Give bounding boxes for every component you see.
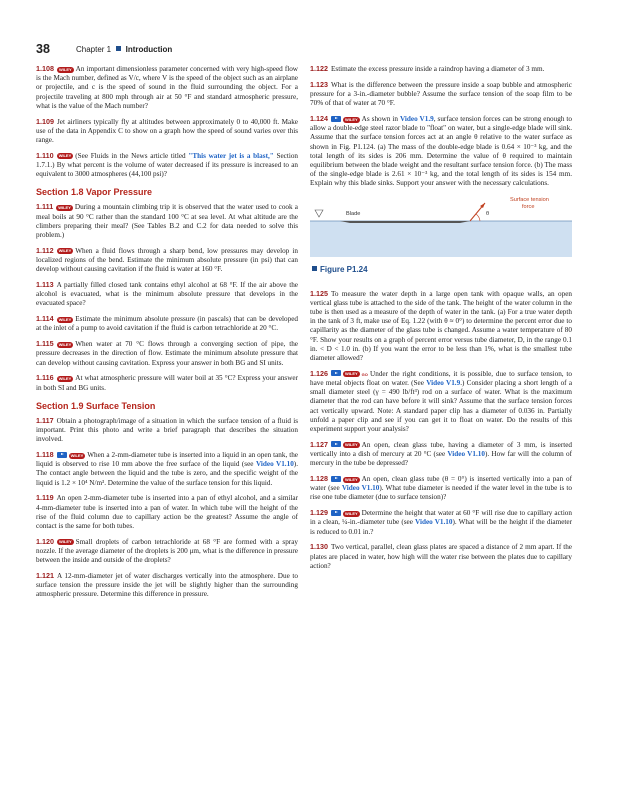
problem-1-113 xyxy=(36,280,298,309)
video-icon[interactable] xyxy=(331,116,341,122)
go-icon: GO xyxy=(361,371,371,377)
angle-arc xyxy=(476,214,480,221)
problem-1-128 xyxy=(310,474,572,503)
problem-number: 1.127 xyxy=(310,439,328,449)
problem-text: ). How far will the column of mercury in the tube be depressed? xyxy=(310,450,572,468)
problem-text: What is the difference between the pressure inside a soap bubble and atmospheric pressure for a 3-in.-diameter bubble? Assume the surface tension of the soap film to be 70% of that of water at 70 °F. xyxy=(310,80,572,108)
problem-number: 1.125 xyxy=(310,288,328,298)
wiley-icon: WILEY xyxy=(70,452,84,458)
video-icon[interactable] xyxy=(331,476,341,482)
problem-number: 1.129 xyxy=(310,508,328,518)
right-column xyxy=(310,64,572,577)
problem-text: An open, clean glass tube, having a diameter of 3 mm, is inserted vertically into a dish of mercury at 20 °C (see xyxy=(310,440,572,459)
surface-tension-label: Surface tension xyxy=(510,196,549,203)
problem-text: ). The contact angle between the liquid and the tube is zero, and the specific weight of the liquid is 1.2 × 10⁴ N/m³. Determine the value of the surface tension for this liquid. xyxy=(36,460,298,487)
problem-number: 1.113 xyxy=(36,280,54,290)
page-header xyxy=(36,42,596,58)
figure-caption-text: Figure P1.24 xyxy=(320,264,368,274)
problem-number: 1.109 xyxy=(36,116,54,126)
problem-text: A 12-mm-diameter jet of water discharges vertically into the atmosphere. Due to surface tension the pressure inside the jet will be slightly higher than the surrounding atmospheric pressure. Determine this difference in pressure. xyxy=(36,572,298,599)
problem-number: 1.112 xyxy=(36,245,54,255)
video-link[interactable]: Video V1.10 xyxy=(447,450,485,459)
surface-marker-icon xyxy=(315,210,323,217)
problem-text: Under the right conditions, it is possible, due to surface tension, to have metal objects float on water. (See xyxy=(310,369,572,388)
blade-label: Blade xyxy=(346,210,361,217)
wiley-icon: WILEY xyxy=(58,153,72,159)
problem-text: Small droplets of carbon tetrachloride at 68 °F are formed with a spray nozzle. If the average diameter of the droplets is 200 μm, what is the difference in pressure between the inside and outside of the droplets? xyxy=(36,537,298,565)
figure-p1-24 xyxy=(310,195,572,283)
problem-1-127 xyxy=(310,440,572,469)
section-heading: Section 1.9 Surface Tension xyxy=(36,400,156,411)
problem-number: 1.119 xyxy=(36,493,54,503)
problem-1-116 xyxy=(36,373,298,392)
problem-text: Two vertical, parallel, clean glass plates are spaced a distance of 2 mm apart. If the plates are placed in water, how high will the water rise between the plates due to capillary action? xyxy=(310,543,572,570)
wiley-icon: WILEY xyxy=(58,341,72,347)
video-icon[interactable] xyxy=(331,510,341,516)
figure-caption xyxy=(312,265,368,274)
problem-text: An open 2-mm-diameter tube is inserted into a pan of ethyl alcohol, and a similar 4-mm-diameter tube is inserted into a pan of water. In which tube will the height of the rise of the fluid column due to capillary action be the greatest? Assume the angle of contact is the same for both tubes. xyxy=(36,494,298,531)
problem-number: 1.117 xyxy=(36,415,54,425)
problem-1-120 xyxy=(36,537,298,566)
wiley-icon: WILEY xyxy=(58,316,72,322)
problem-text: When a fluid flows through a sharp bend, low pressures may develop in localized regions of the bend. Estimate the minimum absolute pressure (in psi) that can develop without causing cavitation if the fluid is water at 160 °F. xyxy=(36,246,298,274)
water-region xyxy=(310,221,572,257)
video-link[interactable]: Video V1.10 xyxy=(415,518,453,527)
problem-number: 1.126 xyxy=(310,368,328,378)
problem-text: An important dimensionless parameter concerned with very high-speed flow is the Mach number, defined as V/c, where V is the speed of the object such as an airplane or projectile, and c is the speed of sound in the fluid surrounding the object. For a projectile traveling at 800 mph through air at 50 °F and standard atmospheric pressure, what is the value of the Mach number? xyxy=(36,65,298,110)
video-icon[interactable] xyxy=(57,452,67,458)
video-link[interactable]: Video V1.10 xyxy=(255,460,294,469)
problem-number: 1.116 xyxy=(36,373,54,383)
problem-1-129 xyxy=(310,508,572,537)
problem-number: 1.110 xyxy=(36,150,54,160)
problem-1-108 xyxy=(36,64,298,111)
problem-text: Jet airliners typically fly at altitudes between approximately 0 to 40,000 ft. Make use of the data in Appendix C to show on a graph how the speed of sound varies over this range. xyxy=(36,117,298,145)
problem-number: 1.123 xyxy=(310,79,328,89)
problem-1-124 xyxy=(310,114,572,189)
problem-text: When water at 70 °C flows through a converging section of pipe, the pressure decreases in the direction of flow. Estimate the minimum absolute pressure that can develop without causing cavitation. Express your answer in both BG and SI units. xyxy=(36,340,298,367)
problem-text: An open, clean glass tube (θ = 0°) is inserted vertically into a pan of water (see xyxy=(310,475,572,493)
problem-1-110 xyxy=(36,151,298,180)
problem-text: ). What will be the height if the diameter is reduced to 0.01 in.? xyxy=(310,518,572,536)
problem-text: Estimate the minimum absolute pressure (in pascals) that can be developed at the inlet of a pump to avoid cavitation if the fluid is carbon tetrachloride at 20 °C. xyxy=(36,315,298,333)
problem-text: As shown in xyxy=(361,115,400,123)
problem-text: .) Consider placing a short length of a small diameter steel (γ = 490 lb/ft³) rod on a surface of water. What is the maximum diameter that the rod can have before it will sink? Assume that the surface tension forces act vertically upward. Note: A standard paper clip has a diameter of 0.036 in. Partially unfold a paper clip and see if you can get it to float on water. Do the results of this experiment support your analysis? xyxy=(310,379,573,434)
razor-blade xyxy=(340,221,470,223)
problem-1-130 xyxy=(310,542,572,571)
running-head xyxy=(76,45,172,54)
problem-text: Determine the height that water at 60 °F will rise due to capillary action in a clean, ¼-in.-diameter tube (see xyxy=(310,509,572,527)
problem-number: 1.120 xyxy=(36,536,54,546)
problem-text: Obtain a photograph/image of a situation in which the surface tension of a fluid is important. Print this photo and write a brief paragraph that describes the situation involved. xyxy=(36,416,298,444)
theta-label: θ xyxy=(486,210,490,217)
problem-1-112 xyxy=(36,246,298,275)
problem-number: 1.118 xyxy=(36,450,54,460)
wiley-icon: WILEY xyxy=(345,442,358,448)
problem-1-118 xyxy=(36,450,298,488)
problem-1-111 xyxy=(36,202,298,240)
problem-text: To measure the water depth in a large open tank with opaque walls, an open vertical glass tube is attached to the side of the tank. The height of the water column in the tube is then used as a measure of the depth of water in the tank. (a) For a true water depth in the tank of 3 ft, make use of Eq. 1.22 (with θ ≈ 0°) to determine the percent error due to capillarity as the diameter of the glass tube is changed. Assume a water temperature of 80 °F. Show your results on a graph of percent error versus tube diameter, D, in the range 0.1 in. < D < 1.0 in. (b) If you want the error to be less than 1%, what is the smallest tube diameter allowed? xyxy=(310,289,572,363)
problem-text: At what atmospheric pressure will water boil at 35 °C? Express your answer in both SI and BG units. xyxy=(36,374,298,392)
problem-number: 1.111 xyxy=(36,202,54,212)
video-icon[interactable] xyxy=(331,441,341,447)
problem-1-123 xyxy=(310,80,572,109)
problem-1-125 xyxy=(310,289,572,364)
problem-1-114 xyxy=(36,314,298,333)
square-bullet-icon xyxy=(116,46,121,51)
wiley-icon: WILEY xyxy=(58,204,71,210)
problem-text: Estimate the excess pressure inside a raindrop having a diameter of 3 mm. xyxy=(331,65,545,73)
wiley-icon: WILEY xyxy=(58,248,72,254)
surface-tension-label-2: force xyxy=(522,203,535,210)
video-link[interactable]: Video V1.10 xyxy=(341,484,380,493)
problem-text: ). What tube diameter is needed if the water level in the tube is to rise one tube diameter (due to surface tension)? xyxy=(310,484,572,502)
arrowhead-icon xyxy=(480,203,485,208)
wiley-icon: WILEY xyxy=(345,371,358,377)
wiley-icon: WILEY xyxy=(59,66,72,72)
problem-number: 1.114 xyxy=(36,314,54,324)
wiley-icon: WILEY xyxy=(345,476,358,482)
left-column xyxy=(36,64,298,605)
wiley-icon: WILEY xyxy=(345,510,358,516)
problem-number: 1.122 xyxy=(310,64,328,73)
problem-number: 1.108 xyxy=(36,64,54,73)
problem-text: , surface tension forces can be strong enough to allow a double-edge steel razor blade to "float" on water, but a single-edge blade will sink. Assume that the surface tension forces act at an angle θ relative to the water surface as shown in Fig. P1.124. (a) The mass of the double-edge blade is 0.64 × 10⁻³ kg, and the total length of its sides is 206 mm. Determine the value of θ required to maintain equilibrium between the blade weight and the resultant surface tension force. (b) The mass of the single-edge blade is 2.61 × 10⁻³ kg, and the total length of its sides is 154 mm. Explain why this blade sinks. Support your answer with the necessary calculations. xyxy=(310,115,573,188)
problem-number: 1.121 xyxy=(36,571,54,581)
problem-1-117 xyxy=(36,416,298,445)
problem-text: During a mountain climbing trip it is observed that the water used to cook a meal boils at 90 °C rather than the standard 100 °C at sea level. At what altitude are the climbers preparing their meal? (See Tables B.2 and C.2 for data needed to solve this problem.) xyxy=(36,203,298,240)
article-reference: "This water jet is a blast," xyxy=(188,151,274,160)
problem-text: Section 1.7.1.) By what percent is the volume of water decreased if its pressure is increased to an equivalent to 3000 atmospheres (44,100 psi)? xyxy=(36,151,299,179)
problem-number: 1.128 xyxy=(310,474,328,484)
video-link[interactable]: Video V1.9 xyxy=(400,115,434,123)
problem-1-122 xyxy=(310,64,572,74)
video-icon[interactable] xyxy=(331,370,341,376)
problem-text: A partially filled closed tank contains ethyl alcohol at 68 °F. If the air above the alcohol is evacuated, what is the minimum absolute pressure that develops in the evacuated space? xyxy=(36,281,298,308)
problem-text: (See Fluids in the News article titled xyxy=(75,151,189,160)
problem-text: When a 2-mm-diameter tube is inserted into a liquid in an open tank, the liquid is observed to rise 10 mm above the free surface of the liquid (see xyxy=(36,451,298,469)
problem-number: 1.124 xyxy=(310,114,328,123)
problem-1-115 xyxy=(36,339,298,368)
problem-1-119 xyxy=(36,493,298,531)
wiley-icon: WILEY xyxy=(58,375,72,381)
right-column-top xyxy=(310,64,572,189)
problem-1-126 xyxy=(310,369,572,434)
video-link[interactable]: Video V1.9 xyxy=(426,379,461,388)
problem-number: 1.130 xyxy=(310,542,328,552)
right-column-bottom xyxy=(310,289,572,571)
square-bullet-icon xyxy=(312,266,317,271)
chapter-label: Chapter 1 xyxy=(76,45,112,54)
page-number: 38 xyxy=(36,42,50,56)
wiley-icon: WILEY xyxy=(59,539,72,545)
problem-1-121 xyxy=(36,571,298,600)
problem-1-109 xyxy=(36,117,298,146)
chapter-title: Introduction xyxy=(125,45,173,54)
wiley-icon: WILEY xyxy=(345,116,358,122)
problem-number: 1.115 xyxy=(36,339,54,349)
section-heading: Section 1.8 Vapor Pressure xyxy=(36,187,153,198)
